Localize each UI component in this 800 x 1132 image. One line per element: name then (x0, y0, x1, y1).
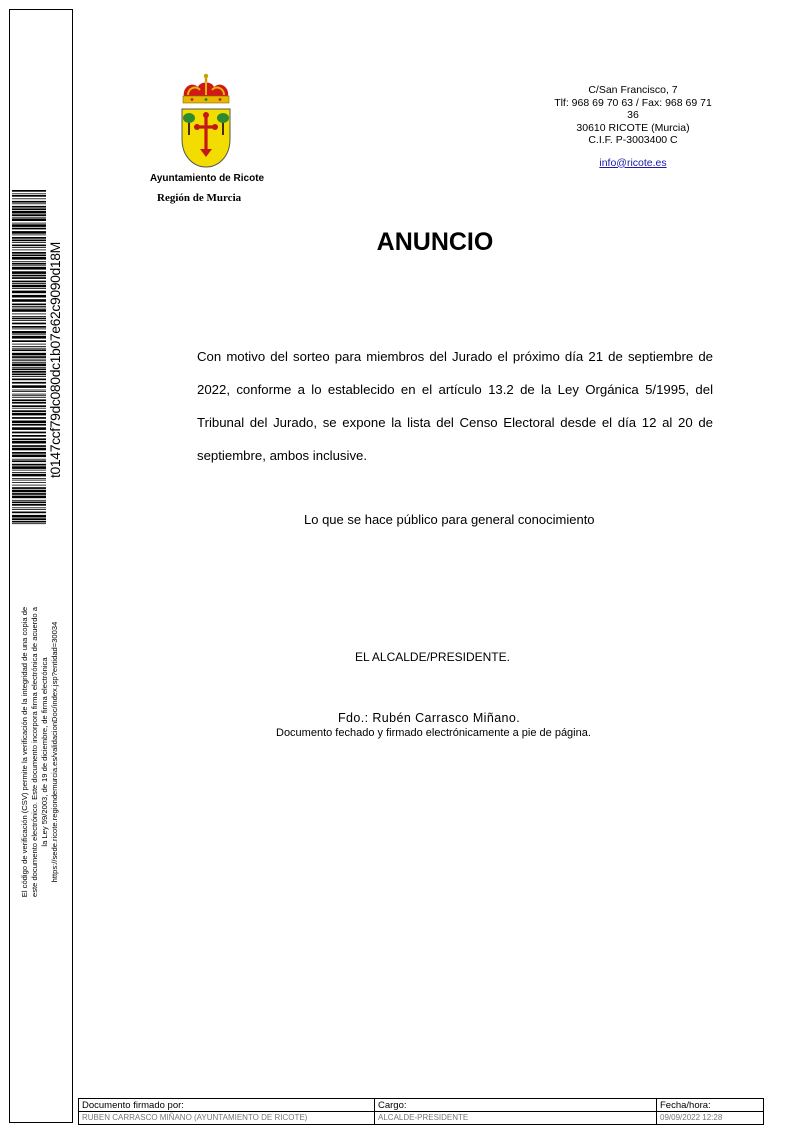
contact-cif: C.I.F. P-3003400 C (588, 134, 678, 146)
contact-block (548, 84, 718, 169)
coat-of-arms-icon (178, 73, 234, 169)
verification-strip (9, 9, 73, 1123)
document-title: ANUNCIO (376, 228, 494, 256)
public-notice: Lo que se hace público para general conocimiento (304, 512, 595, 527)
municipality-name: Ayuntamiento de Ricote (150, 173, 265, 184)
signature-note: Documento fechado y firmado electrónicamente a pie de página. (276, 727, 591, 739)
contact-city: 30610 RICOTE (Murcia) (576, 121, 690, 134)
verification-line: la Ley 59/2003, de 19 de diciembre, de firma electrónica (40, 657, 49, 847)
contact-phone: Tlf: 968 69 70 63 / Fax: 968 69 71 36 (554, 96, 712, 121)
datetime-label: Fecha/hora: (660, 1100, 711, 1111)
signed-by-label: Documento firmado por: (82, 1100, 184, 1111)
signed-by-value: RUBEN CARRASCO MIÑANO (AYUNTAMIENTO DE RICOTE) (82, 1113, 308, 1122)
datetime-value: 09/09/2022 12:28 (660, 1113, 723, 1122)
signed-by-cell (79, 1099, 375, 1124)
contact-email-link[interactable]: info@ricote.es (599, 156, 667, 169)
position-value: ALCALDE-PRESIDENTE (378, 1113, 469, 1122)
signer-role: EL ALCALDE/PRESIDENTE. (355, 650, 510, 664)
signature-footer-table (78, 1098, 764, 1125)
position-cell (375, 1099, 657, 1124)
signer-name: Fdo.: Rubén Carrasco Miñano. (338, 711, 521, 725)
contact-address: C/San Francisco, 7 (588, 84, 678, 96)
region-name: Región de Murcia (157, 192, 242, 204)
verification-line: El código de verificación (CSV) permite la verificación de la integridad de una copia de (20, 606, 29, 898)
verification-url: https://sede.ricote.regiondemurcia.es/validacionDoc/index.jsp?entidad=30034 (50, 621, 59, 883)
announcement-body: Con motivo del sorteo para miembros del Jurado el próximo día 21 de septiembre de 2022, conforme a lo establecido en el artículo 13.2 de la Ley Orgánica 5/1995, del Tribunal del Jurado, se expone la lista del Censo Electoral desde el día 12 al 20 de septiembre, ambos inclusive. (197, 349, 713, 463)
csv-code-text: t0147ccf79dc080dc1b07e62c9090d18M (47, 242, 63, 478)
position-label: Cargo: (378, 1100, 407, 1111)
datetime-cell (657, 1099, 763, 1124)
verification-line: este documento electrónico. Este documento incorpora firma electrónica de acuerdo a (30, 607, 39, 897)
